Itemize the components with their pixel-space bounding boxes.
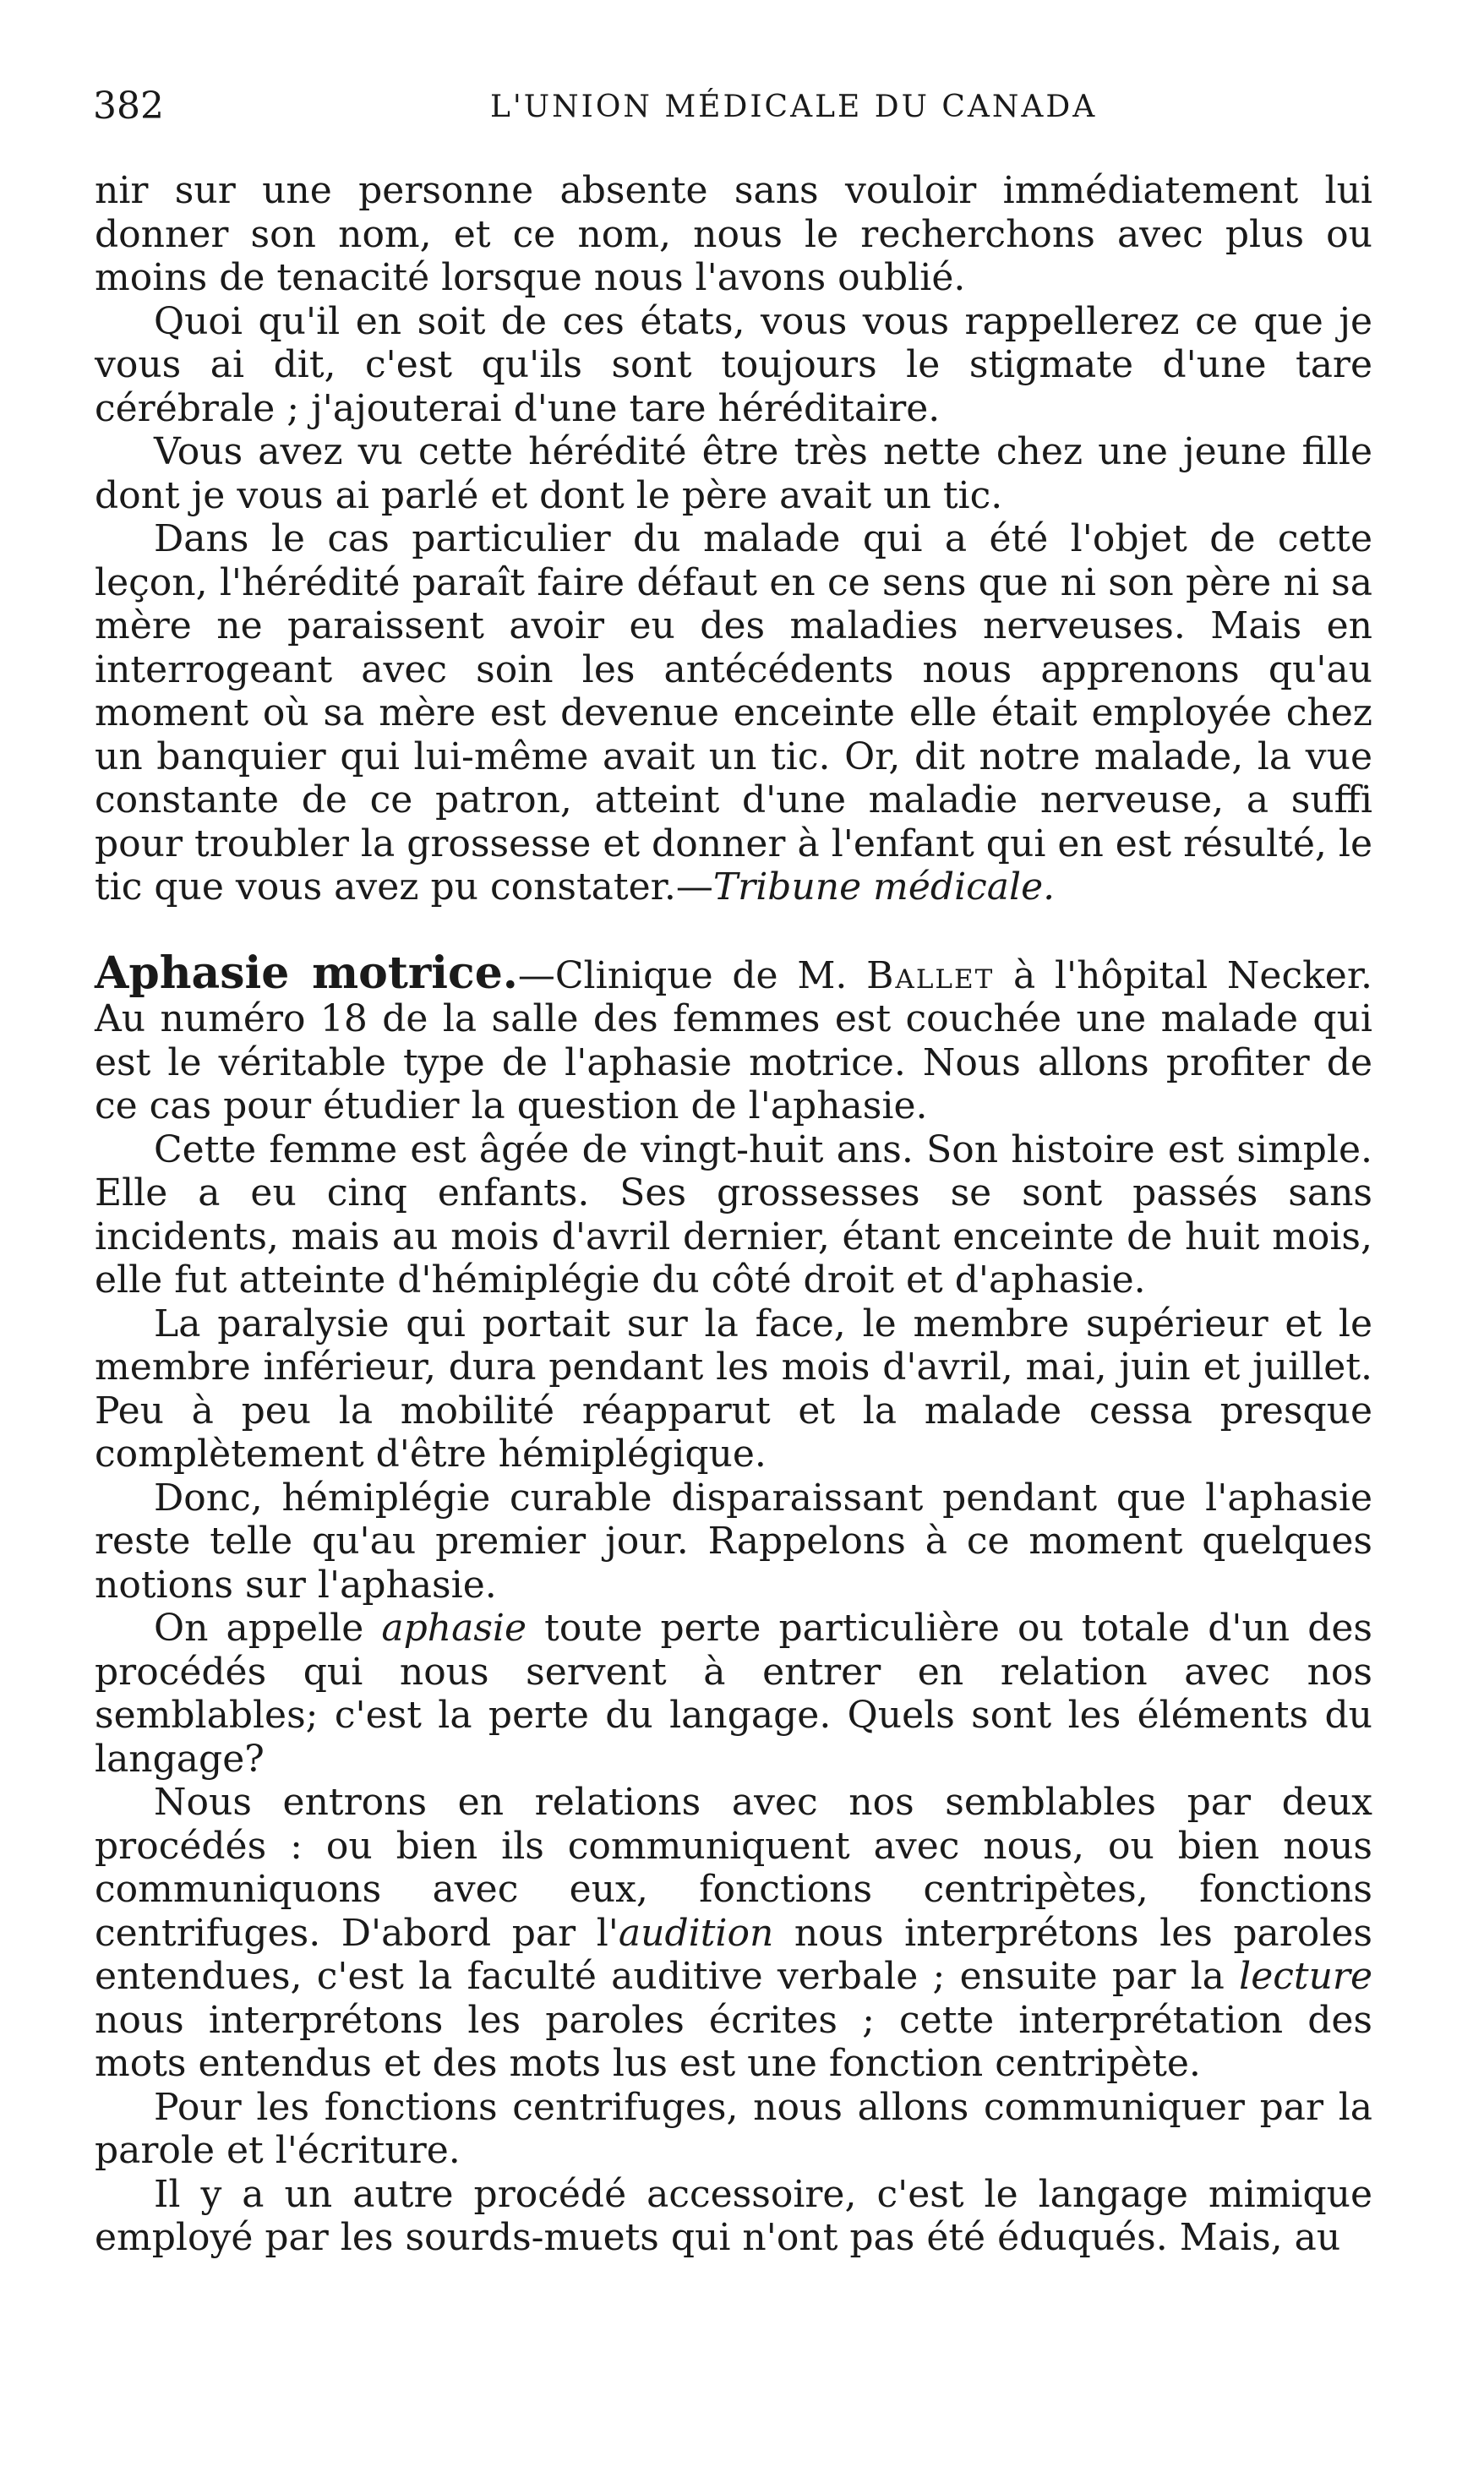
- running-head: L'UNION MÉDICALE DU CANADA: [490, 90, 1098, 124]
- section-aphasie-intro: [95, 947, 1373, 1128]
- source-citation: Tribune médicale.: [712, 865, 1056, 909]
- section-intro-part2: à l'hôpital Necker. Au numéro 18 de la salle des femmes est couchée une malade qui est le véritable type de l'aphasie motrice. Nous allons profiter de ce cas pour étudier la question de l'aphasie.: [95, 953, 1373, 1127]
- paragraph-hemiplegie-curable: Donc, hémiplégie curable disparaissant pendant que l'aphasie reste telle qu'au premier jour. Rappelons à ce moment quelques notions sur l'aphasie.: [95, 1476, 1372, 1607]
- section-title: Aphasie motrice.: [95, 947, 518, 999]
- relations-part1: Nous entrons en relations avec nos semblables par deux procédés : ou bien ils communiquent avec nous, ou bien nous communiquons avec eux, fonctions centripètes, fonctions centrifuges. D'abord par l': [95, 1781, 1372, 1955]
- paragraph-heredite: Vous avez vu cette hérédité être très nette chez une jeune fille dont je vous ai parlé et dont le père avait un tic.: [95, 430, 1372, 517]
- definition-part2: toute perte particulière ou totale d'un des procédés qui nous servent à entrer en relation avec nos semblables; c'est la perte du langage. Quels sont les éléments du langage?: [95, 1607, 1373, 1781]
- term-audition: audition: [618, 1911, 774, 1955]
- paragraph-histoire: Cette femme est âgée de vingt-huit ans. Son histoire est simple. Elle a eu cinq enfants. Ses grossesses se sont passés sans incidents, mais au mois d'avril dernier, étant enceinte de huit mois, elle fut atteinte d'hémiplégie du côté droit et d'aphasie.: [95, 1127, 1372, 1302]
- paragraph-definition-aphasie: [95, 1607, 1372, 1781]
- paragraph-cas-particulier: [95, 517, 1372, 909]
- relations-part3: nous interprétons les paroles écrites ; cette interprétation des mots entendus et des mots lus est une fonction centripète.: [95, 1998, 1372, 2085]
- page-header: [93, 85, 1378, 135]
- paragraph-langage-mimique: Il y a un autre procédé accessoire, c'est le langage mimique employé par les sourds-muets qui n'ont pas été éduqués. Mais, au: [95, 2172, 1372, 2259]
- definition-part1: On appelle: [154, 1607, 382, 1650]
- term-lecture: lecture: [1239, 1955, 1372, 1998]
- body-text: [95, 169, 1372, 2260]
- paragraph-stigmate: Quoi qu'il en soit de ces états, vous vous rappellerez ce que je vous ai dit, c'est qu'ils sont toujours le stigmate d'une tare cérébrale ; j'ajouterai d'une tare héréditaire.: [95, 299, 1372, 430]
- paragraph-relations: [95, 1781, 1372, 2086]
- page-number: 382: [93, 85, 164, 128]
- paragraph-cas-text: Dans le cas particulier du malade qui a été l'objet de cette leçon, l'hérédité paraît faire défaut en ce sens que ni son père ni sa mère ne paraissent avoir eu des maladies nerveuses. Mais en interrogeant avec soin les antécédents nous apprenons qu'au moment où sa mère est devenue enceinte elle était employée chez un banquier qui lui-même avait un tic. Or, dit notre malade, la vue constante de ce patron, atteint d'une maladie nerveuse, a suffi pour troubler la grossesse et donner à l'enfant qui en est résulté, le tic que vous avez pu constater.—: [95, 517, 1372, 909]
- paragraph-fonctions-centrifuges: Pour les fonctions centrifuges, nous allons communiquer par la parole et l'écriture.: [95, 2085, 1372, 2172]
- relations-part2: nous interprétons les paroles entendues, c'est la faculté auditive verbale ; ensuite par la: [95, 1911, 1372, 1998]
- section-intro-part1: —Clinique de M.: [517, 953, 867, 997]
- paragraph-continuation: nir sur une personne absente sans vouloir immédiatement lui donner son nom, et ce nom, nous le recherchons avec plus ou moins de tenacité lorsque nous l'avons oublié.: [95, 169, 1372, 299]
- section-author: Ballet: [866, 953, 995, 997]
- paragraph-paralysie: La paralysie qui portait sur la face, le membre supérieur et le membre inférieur, dura pendant les mois d'avril, mai, juin et juillet. Peu à peu la mobilité réapparut et la malade cessa presque complètement d'être hémiplégique.: [95, 1302, 1372, 1476]
- definition-term: aphasie: [381, 1607, 527, 1650]
